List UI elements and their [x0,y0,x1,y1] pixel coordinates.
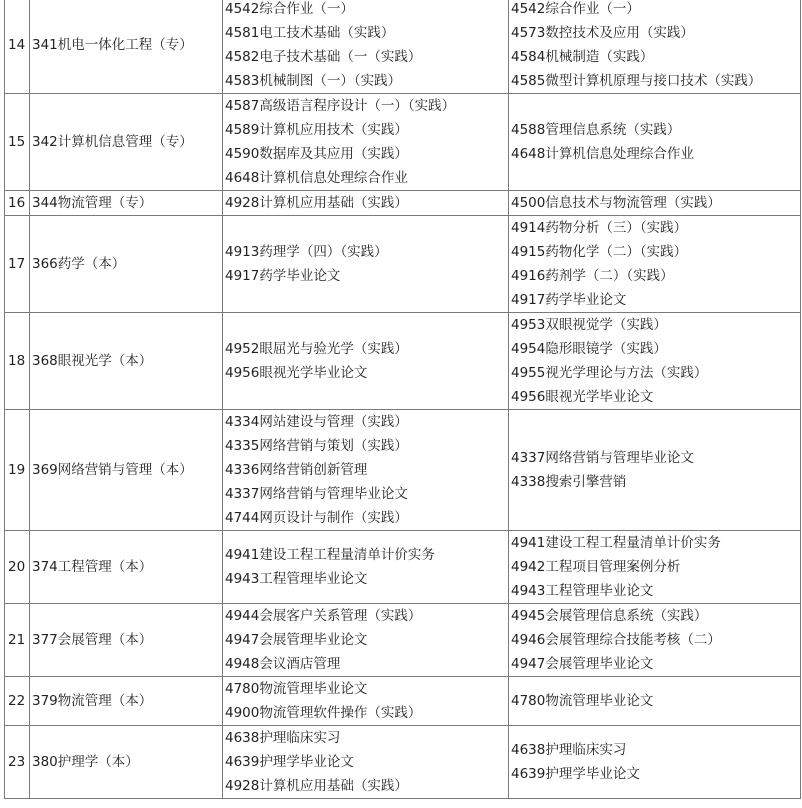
course-list-a [223,410,509,531]
major-name: 369网络营销与管理（本） [30,410,223,531]
row-number: 15 [5,94,30,191]
course-list-a [223,94,509,191]
course-list-b [509,94,801,191]
course-item: 4587高级语言程序设计（一）（实践） [225,98,456,114]
course-item: 4639护理学毕业论文 [511,766,640,782]
row-number: 14 [5,0,30,94]
table-container [4,0,800,799]
course-item: 4585微型计算机原理与接口技术（实践） [511,73,762,89]
course-item: 4941建设工程工程量清单计价实务 [511,535,721,551]
course-list-b [509,313,801,410]
course-list-a [223,0,509,94]
table-row [5,0,801,94]
course-item: 4948会议酒店管理 [225,656,341,672]
row-number: 22 [5,677,30,726]
course-item: 4947会展管理毕业论文 [225,632,368,648]
course-list-a [223,531,509,604]
course-list-a [223,604,509,677]
course-list-b [509,604,801,677]
course-item: 4583机械制图（一）（实践） [225,73,402,89]
course-list-b [509,531,801,604]
table-row [5,216,801,313]
course-list-a [223,191,509,216]
course-item: 4943工程管理毕业论文 [511,583,654,599]
course-item: 4941建设工程工程量清单计价实务 [225,547,435,563]
course-item: 4944会展客户关系管理（实践） [225,608,422,624]
course-item: 4639护理学毕业论文 [225,754,354,770]
course-item: 4947会展管理毕业论文 [511,656,654,672]
course-item: 4780物流管理毕业论文 [511,693,654,709]
course-item: 4589计算机应用技术（实践） [225,122,408,138]
table-row [5,726,801,799]
major-name: 342计算机信息管理（专） [30,94,223,191]
course-item: 4584机械制造（实践） [511,49,654,65]
course-list-b [509,191,801,216]
course-item: 4917药学毕业论文 [511,292,627,308]
course-item: 4913药理学（四）（实践） [225,244,388,260]
course-item: 4916药剂学（二）（实践） [511,268,674,284]
course-list-a [223,313,509,410]
course-item: 4573数控技术及应用（实践） [511,25,694,41]
course-item: 4335网络营销与策划（实践） [225,438,408,454]
course-item: 4638护理临床实习 [511,742,627,758]
course-item: 4945会展管理信息系统（实践） [511,608,708,624]
course-item: 4648计算机信息处理综合作业 [511,146,694,162]
course-item: 4590数据库及其应用（实践） [225,146,408,162]
table-row [5,604,801,677]
course-item: 4915药物化学（二）（实践） [511,244,688,260]
course-item: 4336网络营销创新管理 [225,462,368,478]
major-name: 341机电一体化工程（专） [30,0,223,94]
row-number: 16 [5,191,30,216]
table-row [5,191,801,216]
course-item: 4582电子技术基础（一（实践） [225,49,422,65]
major-name: 344物流管理（专） [30,191,223,216]
table-row [5,677,801,726]
major-name: 377会展管理（本） [30,604,223,677]
course-item: 4946会展管理综合技能考核（二） [511,632,721,648]
row-number: 21 [5,604,30,677]
course-list-a [223,726,509,799]
course-table [4,0,801,799]
major-name: 366药学（本） [30,216,223,313]
course-item: 4914药物分析（三）（实践） [511,220,688,236]
course-item: 4917药学毕业论文 [225,268,341,284]
table-row [5,410,801,531]
course-item: 4780物流管理毕业论文 [225,681,368,697]
table-body [5,0,801,799]
table-row [5,94,801,191]
course-item: 4542综合作业（一） [511,1,640,17]
course-item: 4953双眼视觉学（实践） [511,317,667,333]
course-item: 4942工程项目管理案例分析 [511,559,681,575]
course-list-b [509,0,801,94]
course-item: 4500信息技术与物流管理（实践） [511,195,721,211]
course-item: 4588管理信息系统（实践） [511,122,681,138]
course-item: 4956眼视光学毕业论文 [511,389,654,405]
course-list-a [223,677,509,726]
row-number: 23 [5,726,30,799]
course-list-a [223,216,509,313]
course-item: 4337网络营销与管理毕业论文 [511,450,694,466]
row-number: 18 [5,313,30,410]
row-number: 17 [5,216,30,313]
course-item: 4744网页设计与制作（实践） [225,510,408,526]
major-name: 380护理学（本） [30,726,223,799]
course-list-b [509,216,801,313]
course-item: 4954隐形眼镜学（实践） [511,341,667,357]
course-item: 4581电工技术基础（实践） [225,25,395,41]
table-row [5,531,801,604]
course-item: 4952眼屈光与验光学（实践） [225,341,408,357]
course-item: 4955视光学理论与方法（实践） [511,365,708,381]
course-item: 4928计算机应用基础（实践） [225,195,408,211]
course-item: 4638护理临床实习 [225,730,341,746]
course-item: 4900物流管理软件操作（实践） [225,705,422,721]
major-name: 374工程管理（本） [30,531,223,604]
row-number: 19 [5,410,30,531]
course-item: 4337网络营销与管理毕业论文 [225,486,408,502]
course-list-b [509,726,801,799]
course-list-b [509,677,801,726]
course-item: 4542综合作业（一） [225,1,354,17]
course-list-b [509,410,801,531]
course-item: 4928计算机应用基础（实践） [225,778,408,794]
course-item: 4648计算机信息处理综合作业 [225,170,408,186]
table-row [5,313,801,410]
major-name: 379物流管理（本） [30,677,223,726]
major-name: 368眼视光学（本） [30,313,223,410]
course-item: 4338搜索引擎营销 [511,474,627,490]
row-number: 20 [5,531,30,604]
course-item: 4334网站建设与管理（实践） [225,414,408,430]
course-item: 4956眼视光学毕业论文 [225,365,368,381]
course-item: 4943工程管理毕业论文 [225,571,368,587]
